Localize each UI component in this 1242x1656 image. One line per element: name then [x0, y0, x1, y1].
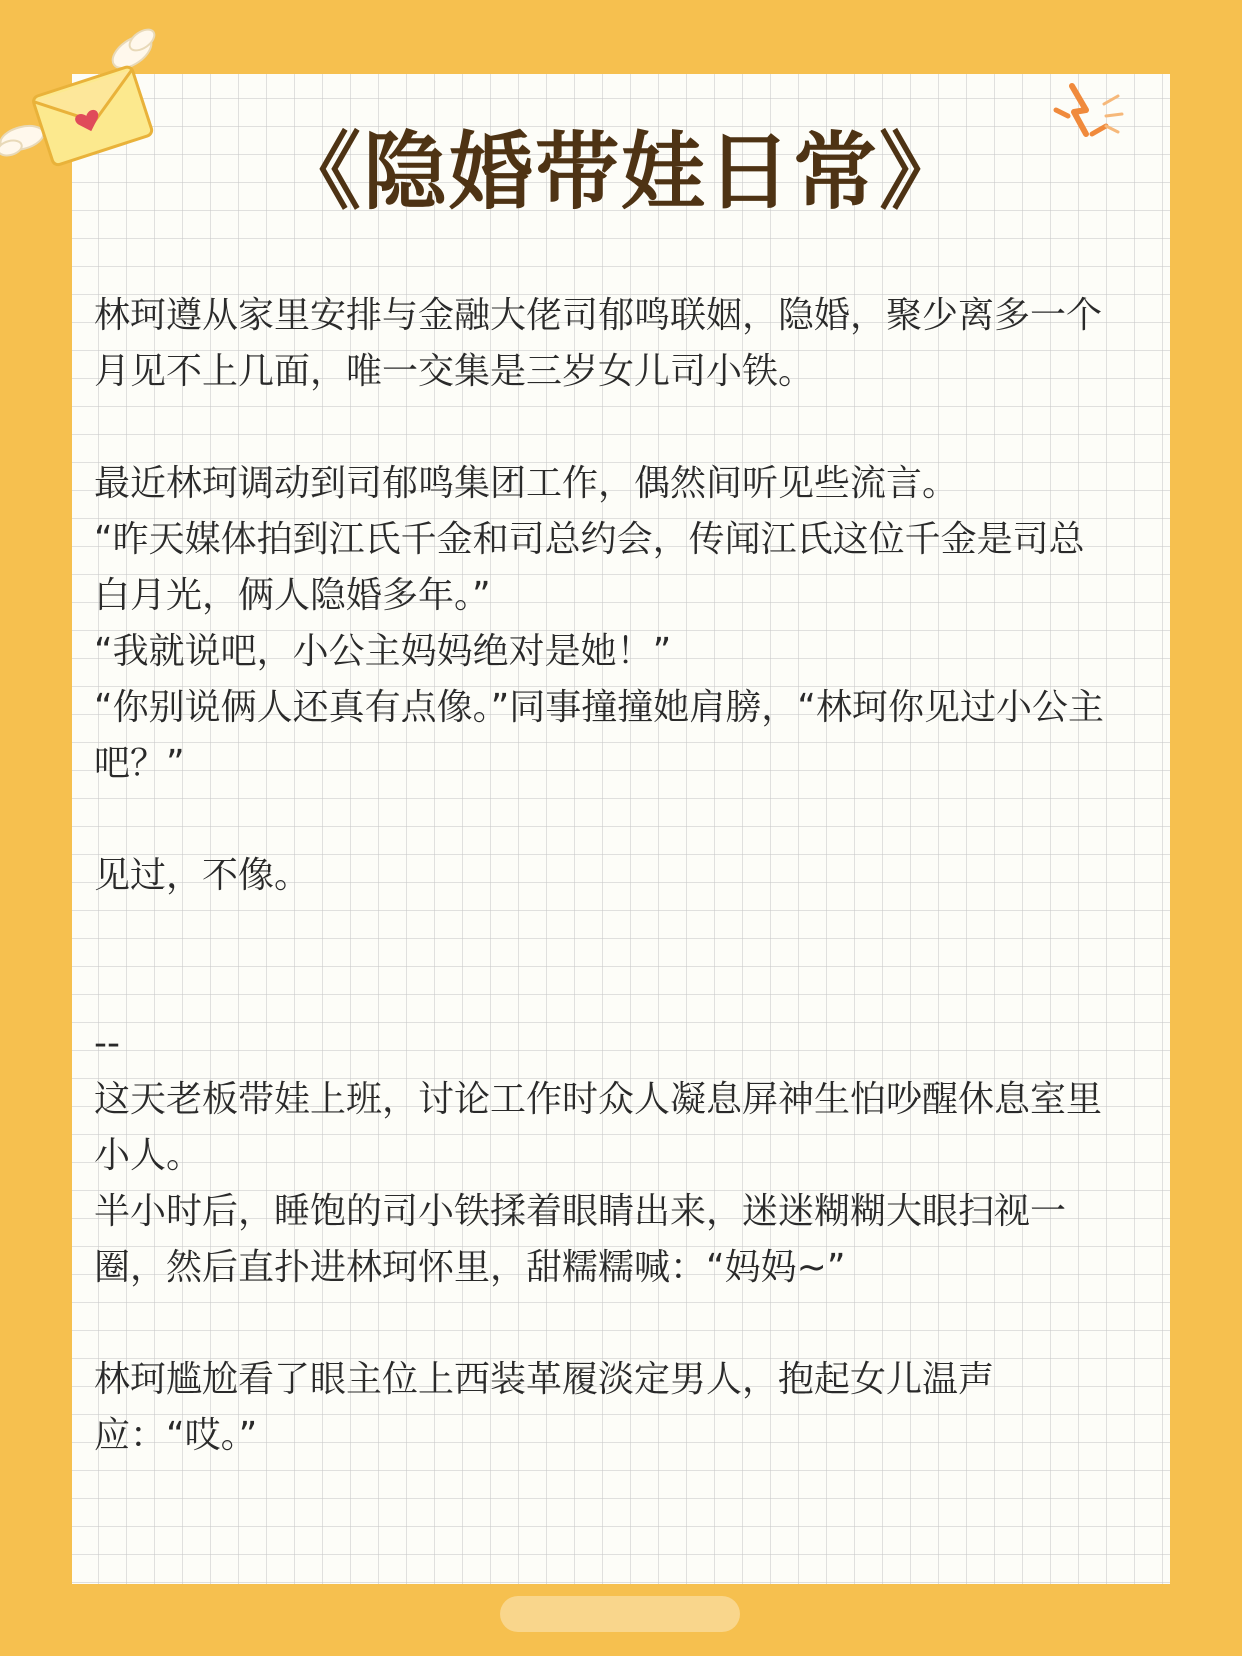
paragraph-4: “我就说吧，小公主妈妈绝对是她！”	[94, 631, 672, 672]
paragraph-9: 林珂尴尬看了眼主位上西装革履淡定男人，抱起女儿温声应：“哎。”	[94, 1359, 995, 1456]
separator: --	[94, 1023, 120, 1064]
paragraph-1: 林珂遵从家里安排与金融大佬司郁鸣联姻，隐婚，聚少离多一个月见不上几面，唯一交集是三岁女儿司小铁。	[94, 295, 1103, 392]
paragraph-8: 半小时后，睡饱的司小铁揉着眼睛出来，迷迷糊糊大眼扫视一圈，然后直扑进林珂怀里，甜糯糯喊：“妈妈~”	[94, 1191, 1067, 1288]
article-body	[94, 288, 1114, 1464]
paragraph-5: “你别说俩人还真有点像。”同事撞撞她肩膀，“林珂你见过小公主吧？”	[94, 687, 1104, 784]
watermark	[500, 1596, 740, 1632]
paragraph-7: 这天老板带娃上班，讨论工作时众人凝息屏神生怕吵醒休息室里小人。	[94, 1079, 1103, 1176]
page-title: 《隐婚带娃日常》	[276, 123, 965, 221]
paragraph-3: “昨天媒体拍到江氏千金和司总约会，传闻江氏这位千金是司总白月光，俩人隐婚多年。”	[94, 519, 1085, 616]
paragraph-6: 见过，不像。	[94, 855, 311, 896]
paragraph-2: 最近林珂调动到司郁鸣集团工作，偶然间听见些流言。	[94, 463, 959, 504]
